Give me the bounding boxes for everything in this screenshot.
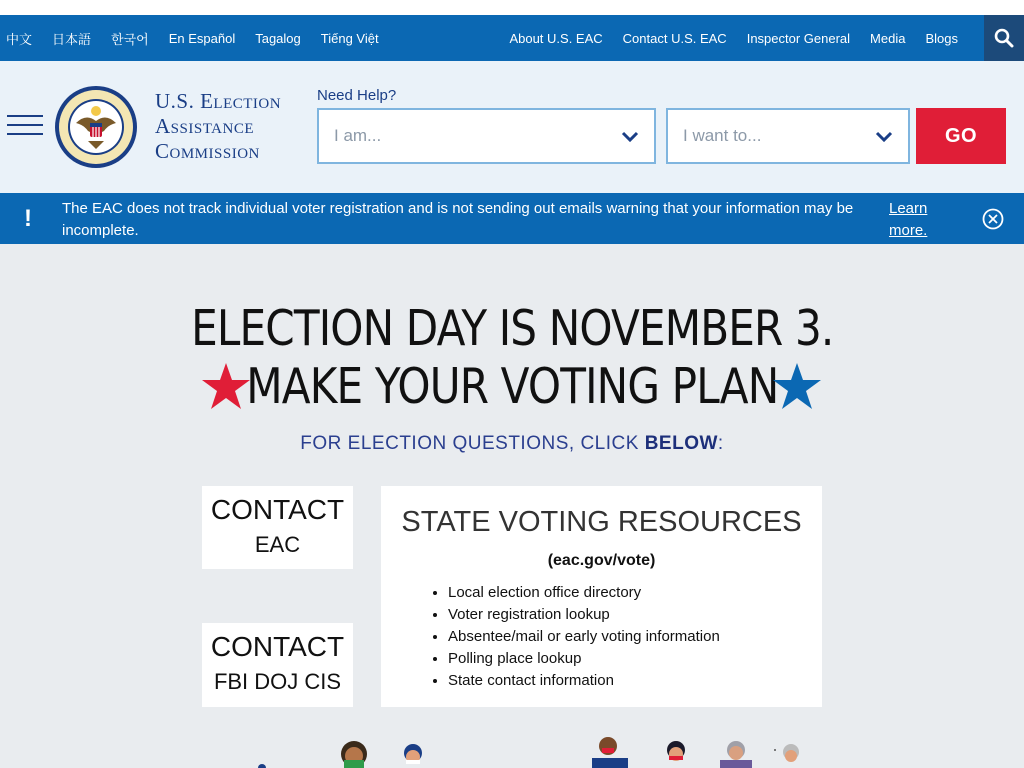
menu-icon[interactable] xyxy=(7,115,43,135)
list-item: • Voter registration lookup xyxy=(448,604,720,626)
hero-subheadline-row xyxy=(0,358,1024,415)
state-resources-list xyxy=(448,582,720,692)
state-voting-resources-card[interactable] xyxy=(381,486,822,707)
lang-japanese[interactable]: 日本語 xyxy=(52,31,92,47)
subhead-post: : xyxy=(717,433,724,454)
i-am-select-value: I am... xyxy=(334,126,382,145)
contact-fbi-button[interactable] xyxy=(202,623,353,707)
site-header xyxy=(0,61,1024,193)
link-inspector-general[interactable]: Inspector General xyxy=(746,30,851,46)
language-links xyxy=(6,15,379,61)
utility-bar xyxy=(0,15,1024,61)
alert-message: The EAC does not track individual voter registration and is not sending out emails warning that your information may be incomplete. xyxy=(62,200,854,239)
election-questions-label xyxy=(0,433,1024,455)
search-icon xyxy=(994,28,1014,48)
brand-name[interactable] xyxy=(155,89,281,164)
learn-more-link[interactable]: Learn more. xyxy=(889,200,928,239)
brand-line-1: U.S. Election xyxy=(155,89,282,113)
contact-eac-title: CONTACT xyxy=(210,494,345,525)
search-button[interactable] xyxy=(984,15,1024,61)
subhead-pre: FOR ELECTION QUESTIONS, CLICK xyxy=(300,433,645,454)
close-icon[interactable] xyxy=(982,208,1004,230)
alert-banner xyxy=(0,193,1024,244)
need-help-label: Need Help? xyxy=(317,87,397,104)
link-media[interactable]: Media xyxy=(870,30,906,46)
list-item: • Local election office directory xyxy=(448,582,720,604)
chevron-down-icon xyxy=(620,126,640,146)
state-resources-title: STATE VOTING RESOURCES xyxy=(401,506,802,538)
brand-line-3: Commission xyxy=(155,139,260,163)
subhead-bold: BELOW xyxy=(644,433,718,454)
link-contact[interactable]: Contact U.S. EAC xyxy=(622,30,727,46)
link-about[interactable]: About U.S. EAC xyxy=(509,30,603,46)
lang-tagalog[interactable]: Tagalog xyxy=(255,30,301,46)
alert-icon: ! xyxy=(24,205,32,232)
lang-korean[interactable]: 한국어 xyxy=(111,31,149,47)
link-blogs[interactable]: Blogs xyxy=(925,30,958,46)
eac-seal-logo[interactable] xyxy=(54,85,138,169)
chevron-down-icon xyxy=(874,126,894,146)
contact-eac-sub: EAC xyxy=(254,532,301,557)
lang-chinese[interactable]: 中文 xyxy=(6,31,33,47)
blue-star-icon xyxy=(772,362,822,410)
top-strip xyxy=(0,0,1024,15)
i-am-select[interactable] xyxy=(317,108,656,164)
contact-fbi-title: CONTACT xyxy=(210,631,345,662)
list-item: • State contact information xyxy=(448,670,720,692)
hero-voting-plan: MAKE YOUR VOTING PLAN xyxy=(245,358,779,415)
voters-illustration xyxy=(0,736,1024,768)
contact-eac-button[interactable] xyxy=(202,486,353,569)
i-want-to-select-value: I want to... xyxy=(683,126,762,145)
hero-headline: ELECTION DAY IS NOVEMBER 3. xyxy=(191,300,834,357)
contact-fbi-sub: FBI DOJ CIS xyxy=(213,669,342,694)
brand-line-2: Assistance xyxy=(155,114,254,138)
go-button[interactable]: GO xyxy=(916,108,1006,164)
list-item: • Absentee/mail or early voting information xyxy=(448,626,720,648)
lang-vietnamese[interactable]: Tiếng Việt xyxy=(320,30,379,46)
lang-spanish[interactable]: En Español xyxy=(168,30,236,46)
state-resources-url: (eac.gov/vote) xyxy=(547,552,656,569)
utility-links xyxy=(509,15,958,61)
list-item: • Polling place lookup xyxy=(448,648,720,670)
i-want-to-select[interactable] xyxy=(666,108,910,164)
